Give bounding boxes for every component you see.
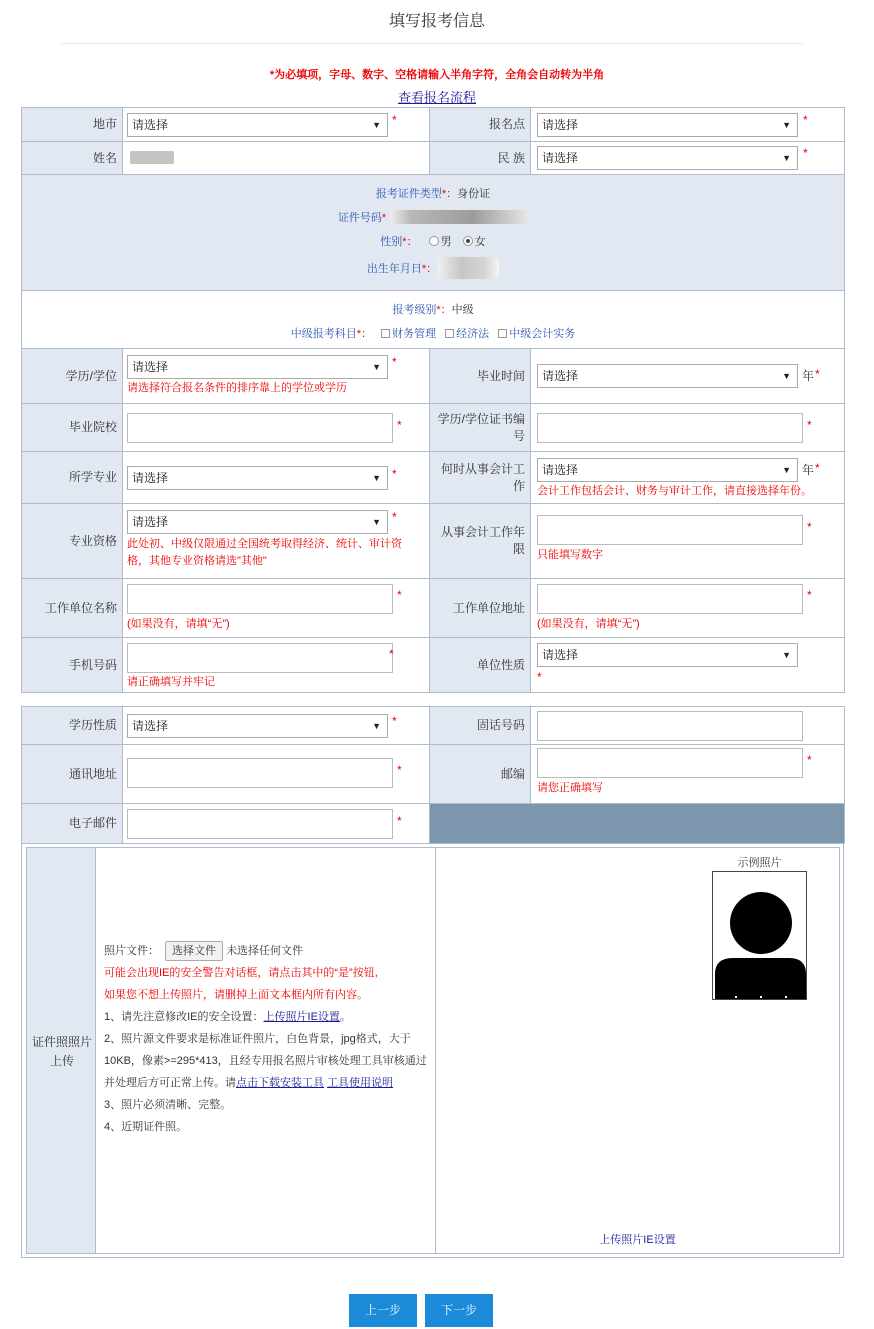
chevron-down-icon: ▼: [782, 120, 791, 130]
unit-type-select[interactable]: 请选择 ▼: [537, 643, 798, 667]
required-star: *: [392, 467, 397, 481]
page-title: 填写报考信息: [388, 13, 485, 30]
name-label: 姓名: [22, 142, 123, 175]
required-star: *: [392, 510, 397, 524]
work-start-label: 何时从事会计工作: [430, 452, 531, 504]
phone-label: 固话号码: [430, 707, 531, 745]
view-flow-link[interactable]: 查看报名流程: [397, 90, 476, 105]
person-silhouette-icon: [713, 872, 807, 1000]
next-step-button[interactable]: 下一步: [425, 1294, 493, 1327]
chevron-down-icon: ▼: [372, 721, 381, 731]
address-label: 通讯地址: [22, 745, 123, 804]
site-select[interactable]: 请选择 ▼: [537, 113, 798, 137]
name-value-redacted: [130, 151, 174, 164]
step4-text: 4、近期证件照。: [104, 1121, 188, 1133]
required-star: *: [392, 355, 397, 369]
email-input[interactable]: [127, 809, 393, 839]
required-star: *: [397, 763, 402, 777]
id-number-redacted: [390, 210, 528, 224]
step3-text: 3、照片必须清晰、完整。: [104, 1099, 232, 1111]
employer-input[interactable]: [127, 584, 393, 614]
gender-male-label: 男: [440, 236, 452, 248]
chevron-down-icon: ▼: [782, 465, 791, 475]
required-star: *: [815, 367, 820, 381]
gender-label: 性别: [380, 236, 403, 248]
required-star: *: [803, 113, 808, 127]
photo-upload-label: 证件照照片上传: [31, 1035, 92, 1068]
education-select[interactable]: 请选择 ▼: [127, 355, 388, 379]
tool-guide-link[interactable]: 工具使用说明: [327, 1077, 394, 1089]
ie-warning-1: 可能会出现IE的安全警告对话框，请点击其中的“是”按钮,: [104, 967, 378, 979]
photo-preview-cell: [436, 847, 840, 1254]
chevron-down-icon: ▼: [782, 650, 791, 660]
mobile-label: 手机号码: [22, 638, 123, 693]
id-number-label: 证件号码: [337, 212, 382, 224]
city-select[interactable]: 请选择 ▼: [127, 113, 388, 137]
employer-address-hint: (如果没有，请填“无”): [537, 618, 640, 630]
birth-date-redacted: [437, 257, 499, 279]
subjects-label: 中级报考科目: [290, 328, 357, 340]
level-label: 报考级别: [392, 304, 437, 316]
subject-label-finance: 财务管理: [392, 328, 437, 340]
photo-label-cell: [26, 847, 96, 1254]
required-star: *: [807, 753, 812, 767]
employer-address-input[interactable]: [537, 584, 803, 614]
required-star: *: [397, 588, 402, 602]
work-start-hint: 会计工作包括会计、财务与审计工作，请直接选择年份。: [537, 485, 812, 497]
grad-time-label: 毕业时间: [430, 349, 531, 404]
cert-number-label: 学历/学位证书编号: [430, 404, 531, 452]
chevron-down-icon: ▼: [782, 371, 791, 381]
edu-type-label: 学历性质: [22, 707, 123, 745]
email-label: 电子邮件: [22, 804, 123, 844]
choose-file-button[interactable]: 选择文件: [165, 941, 223, 961]
work-years-label: 从事会计工作年限: [430, 504, 531, 579]
chevron-down-icon: ▼: [372, 362, 381, 372]
sample-photo-title: 示例照片: [737, 857, 782, 869]
photo-instructions-cell: 照片文件： 选择文件 未选择任何文件 可能会出现IE的安全警告对话框，请点击其中的“是”按钮, 如果您不想上传照片，请删掉上面文本框内所有内容。 1、请先注意修改IE的安全设置：上传照片IE设置。 2、照片源文件要求是标准证件照片，白色背景，jpg格式，大于10KB，像素>=295*413，且经专用报名照片审核处理工具审核通过并处理后方可正常上传。请点击下载安装工具 工具使用说明 3、照片必须清晰、完整。 4、近期证件照。: [96, 847, 436, 1254]
required-star: *: [807, 588, 812, 602]
required-star: *: [803, 146, 808, 160]
qualification-select[interactable]: 请选择 ▼: [127, 510, 388, 534]
employer-hint: (如果没有，请填“无”): [127, 618, 230, 630]
required-star: *: [397, 418, 402, 432]
employer-address-label: 工作单位地址: [430, 579, 531, 638]
work-start-unit: 年: [802, 463, 815, 477]
ethnic-select[interactable]: 请选择 ▼: [537, 146, 798, 170]
subject-checkbox-accounting[interactable]: [498, 329, 507, 338]
gender-male-radio[interactable]: [429, 236, 439, 246]
chevron-down-icon: ▼: [372, 120, 381, 130]
work-years-input[interactable]: [537, 515, 803, 545]
chevron-down-icon: ▼: [372, 473, 381, 483]
zip-label: 邮编: [430, 745, 531, 804]
chevron-down-icon: ▼: [782, 153, 791, 163]
file-status: 未选择任何文件: [226, 945, 304, 957]
title-divider: [60, 43, 804, 44]
major-label: 所学专业: [22, 452, 123, 504]
sample-photo: [712, 871, 807, 1000]
phone-input[interactable]: [537, 711, 803, 741]
ie-settings-link[interactable]: 上传照片IE设置: [263, 1011, 340, 1023]
download-tool-link[interactable]: 点击下载安装工具: [236, 1077, 324, 1089]
gender-female-label: 女: [474, 236, 486, 248]
ie-warning-2: 如果您不想上传照片，请删掉上面文本框内所有内容。: [104, 989, 368, 1001]
required-star: *: [397, 814, 402, 828]
work-start-select[interactable]: 请选择 ▼: [537, 458, 798, 482]
ethnic-label: 民 族: [430, 142, 531, 175]
city-label: 地市: [22, 108, 123, 142]
qualification-hint: 此处初、中级仅限通过全国统考取得经济、统计、审计资格，其他专业资格请选"其他": [127, 538, 402, 567]
zip-hint: 请您正确填写: [537, 782, 603, 794]
school-input[interactable]: [127, 413, 393, 443]
unit-type-label: 单位性质: [430, 638, 531, 693]
mobile-hint: 请正确填写并牢记: [127, 676, 215, 688]
photo-upload-section: [21, 843, 844, 1258]
subject-label-accounting: 中级会计实务: [509, 328, 576, 340]
site-label: 报名点: [430, 108, 531, 142]
level-value: 中级: [451, 304, 474, 316]
qualification-label: 专业资格: [22, 504, 123, 579]
education-label: 学历/学位: [22, 349, 123, 404]
required-star: *: [392, 714, 397, 728]
ie-settings-link-2[interactable]: 上传照片IE设置: [599, 1234, 676, 1246]
required-star: *: [389, 647, 394, 661]
prev-step-button[interactable]: 上一步: [349, 1294, 417, 1327]
zip-input[interactable]: [537, 748, 803, 778]
subject-checkbox-law[interactable]: [445, 329, 454, 338]
empty-dark-cell: [430, 804, 845, 844]
education-hint: 请选择符合报名条件的排序靠上的学位或学历: [127, 382, 347, 394]
gender-female-radio[interactable]: [463, 236, 473, 246]
required-star: *: [537, 670, 542, 684]
chevron-down-icon: ▼: [372, 517, 381, 527]
work-years-hint: 只能填写数字: [537, 549, 603, 561]
mobile-input[interactable]: [127, 643, 393, 673]
photo-file-label: 照片文件：: [104, 945, 159, 957]
required-star: *: [815, 461, 820, 475]
cert-number-input[interactable]: [537, 413, 803, 443]
basic-info-table: 地市 请选择 ▼ * 报名点 请选择 ▼ * 姓名 民 族 请选择 ▼ * 报考证件类型*：身份证 证件号码* 性别*： 男 女 出生年月日*： 报考级别*：中级 中级报考科目*： 财务管理 经济法 中级会计实务 学历/学位 请选择 ▼ * 请选择符合报名条件的排序靠上的学位或学历 毕业时间 请选择 ▼ 年 * 毕业院校 * 学历/学位证书编号 * 所学专业 请选择 ▼ * 何时从事会计工作 请选择 ▼ 年 * 会计工作包括会计、财务与审计工作，请直接选择年份。 专业资格 请选择 ▼ * 此处初、中级仅限通过全国统考取得经济、统计、审计资格，其他专业资格请选"其他" 从事会计工作年限 * 只能填写数字 工作单位名称 * (如果没有，请填“无”) 工作单位地址 * (如果没有，请填“无”) 手机号码 * 请正确填写并牢记 单位性质 请选择 ▼ *: [21, 107, 845, 693]
address-input[interactable]: [127, 758, 393, 788]
step2-text: 2、照片源文件要求是标准证件照片，白色背景，jpg格式，大于10KB，像素>=295*413，且经专用报名照片审核处理工具审核通过并处理后方可正常上传。请: [104, 1033, 427, 1089]
required-notice: *为必填项，字母、数字、空格请输入半角字符，全角会自动转为半角: [269, 69, 605, 81]
edu-type-select[interactable]: 请选择 ▼: [127, 714, 388, 738]
employer-label: 工作单位名称: [22, 579, 123, 638]
grad-year-unit: 年: [802, 369, 815, 383]
birth-date-label: 出生年月日: [366, 263, 422, 275]
required-star: *: [807, 418, 812, 432]
major-select[interactable]: 请选择 ▼: [127, 466, 388, 490]
school-label: 毕业院校: [22, 404, 123, 452]
required-star: *: [807, 520, 812, 534]
grad-year-select[interactable]: 请选择 ▼: [537, 364, 798, 388]
id-type-value: 身份证: [457, 188, 491, 200]
step1-text: 1、请先注意修改IE的安全设置：: [104, 1011, 264, 1023]
id-type-label: 报考证件类型: [375, 188, 442, 200]
subject-checkbox-finance[interactable]: [381, 329, 390, 338]
required-star: *: [392, 113, 397, 127]
contact-info-table: [21, 706, 845, 844]
subject-label-law: 经济法: [456, 328, 490, 340]
